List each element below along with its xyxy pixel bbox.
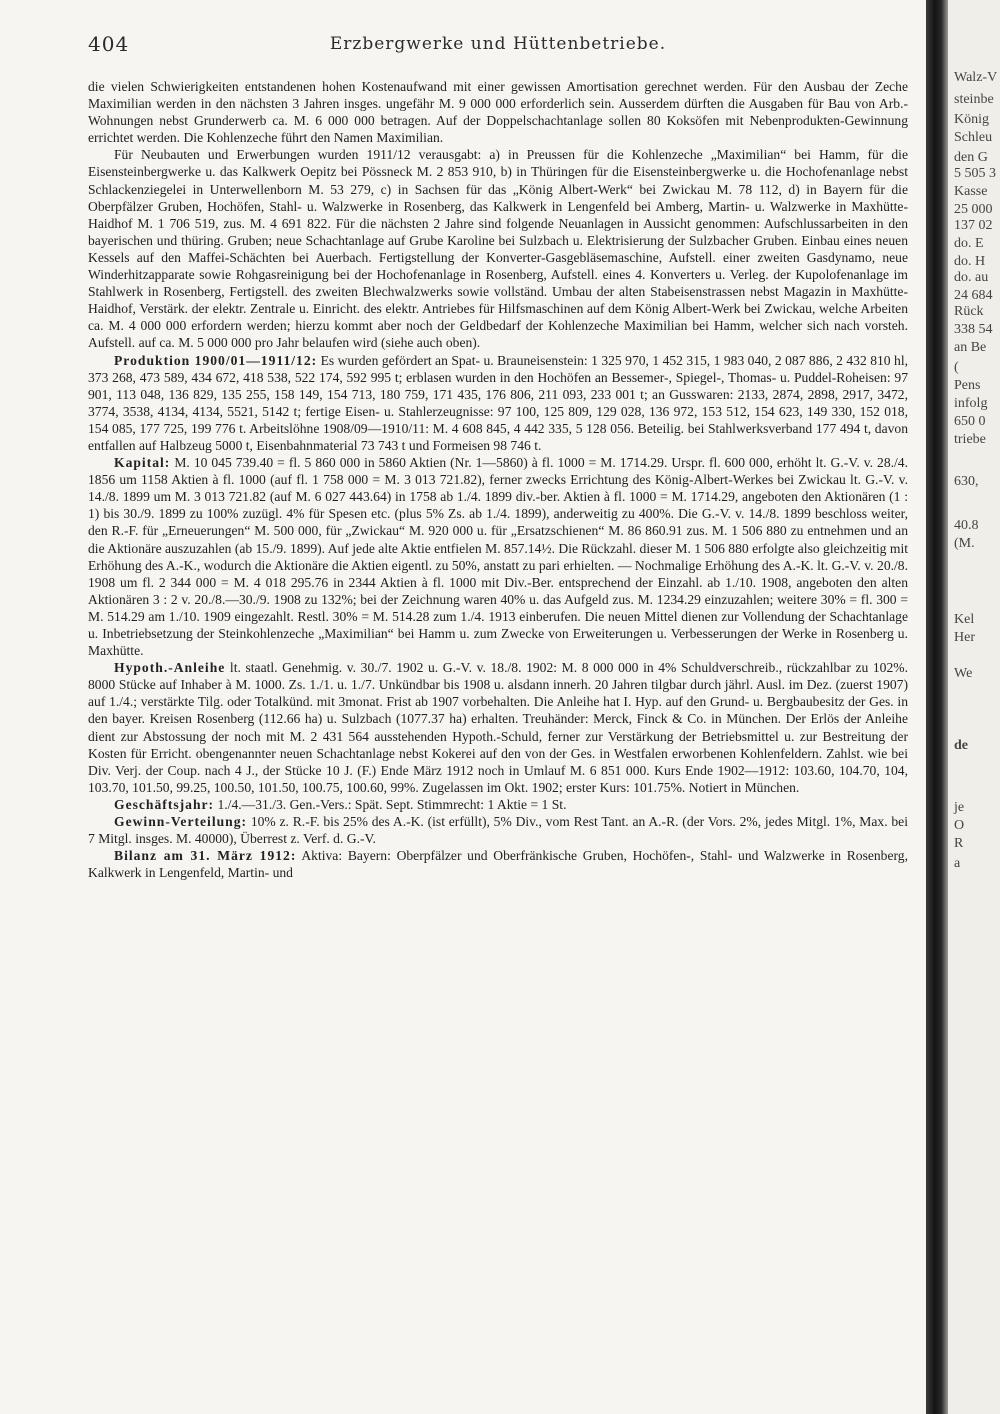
next-page-fragment: den G xyxy=(954,150,988,165)
paragraph-text: M. 10 045 739.40 = fl. 5 860 000 in 5860 Aktien (Nr. 1—5860) à fl. 1000 = M. 1714.29. Urspr. fl. 600 000, erhöht lt. G.-V. v. 28./4. 1856 um 1158 Aktien à fl. 1000 (auf fl. 1 758 000 = M. 3 013 721.82), ferner zwecks Errichtung des König-Albert-Werkes bei Zwickau lt. G.-V. v. 14./8. 1899 um M. 3 013 721.82 (auf M. 6 027 443.64) in 1758 ab 1./4. 1899 div.-ber. Aktien à fl. 1000 = M. 1714.29, angeboten den Aktionären (1 : 1) bis 30./9. 1899 zu 100% zuzügl. 4% für Spesen etc. (plus 5% Zs. ab 1./4. 1899), anderweitig zu 400%. Die G.-V. v. 14./8. 1899 beschloss weiter, den R.-F. für „Erneuerungen“ M. 500 000, für „Zwickau“ M. 920 000 u. für „Ersatzschienen“ M. 86 860.91 zus. M. 1 506 880 zu entnehmen und an die Aktionäre auszuzahlen (ab 15./9. 1899). Auf jede alte Aktie entfielen M. 857.14½. Die Rückzahl. dieser M. 1 506 880 erfolgte also gleichzeitig mit Erhöhung des A.-K., wodurch die Aktionäre die Aktien eigentl. zu 50%, anstatt zu pari erhielten. — Nochmalige Erhöhung des A.-K. lt. G.-V. v. 20./8. 1908 um fl. 2 344 000 = M. 4 018 295.76 in 2344 Aktien à fl. 1000 mit Div.-Ber. entsprechend der Einzahl. ab 1./10. 1908, angeboten den alten Aktionären 3 : 2 v. 20./8.—30./9. 1908 zu 132%; bei der Zeichnung waren 40% u. das Aufgeld zus. M. 1234.29 einzuzahlen; weitere 30% = fl. 300 = M. 514.29 am 1./10. 1909 eingezahlt. Restl. 30% = M. 514.28 zum 1./4. 1913 einberufen. Die neuen Mittel dienen zur Vollendung der Schachtanlage u. Inbetriebsetzung der Steinkohlenzeche „Maximilian“ bei Hamm u. zum Zwecke von Erweiterungen u. Verbesserungen der Werke in Rosenberg u. Maxhütte. xyxy=(88,455,908,659)
paragraph-lead: Bilanz am 31. März 1912: xyxy=(114,848,297,864)
next-page-fragment: R xyxy=(954,836,964,851)
next-page-fragment: 650 0 xyxy=(954,414,986,429)
paragraph xyxy=(88,659,908,796)
paragraph-text: Für Neubauten und Erwerbungen wurden 1911/12 verausgabt: a) in Preussen für die Kohlenzeche „Maximilian“ bei Hamm, für die Eisensteinbergwerke u. das Kalkwerk Oepitz bei Pössneck M. 2 853 910, b) in Thüringen für die Eisensteinbergwerke u. die Hochofenanlage nebst Schlackenziegelei in Unterwellenborn M. 53 279, c) in Sachsen für das „König Albert-Werk“ bei Zwickau M. 78 112, d) in Bayern für die Oberpfälzer Gruben, Hochöfen, Stahl- u. Walzwerke in Rosenberg, das Kalkwerk in Lengenfeld bei Amberg, Martin- u. Walzwerke in Maxhütte-Haidhof M. 1 706 519, zus. M. 4 691 822. Für die nächsten 2 Jahre sind folgende Neuanlagen in Aussicht genommen: Aufschlussarbeiten in den bayerischen und thüring. Gruben; neue Schachtanlage auf Grube Karoline bei Sulzbach u. Elektrisierung der Sulzbacher Gruben. Einbau eines neuen Kessels auf den Maffei-Schächten bei Auerbach. Fertigstellung der Konverter-Gasgebläsemaschine, Aufstell. einer zweiten Gasdynamo, neue Winderhitzapparate sowie Rohgasreinigung bei der Hochofenanlage in Rosenberg, Aufstell. eines 4. Konverters u. Verleg. der Kupolofenanlage im Stahlwerk in Rosenberg, Fertigstell. des zweiten Blechwalzwerks sowie vollständ. Umbau der alten Stabeisenstrassen nebst Magazin in Maxhütte-Haidhof, Verstärk. der elektr. Zentrale u. Einricht. des elektr. Antriebes für Hilfsmaschinen auf dem König Albert-Werk bei Zwickau, welche Arbeiten ca. M. 4 000 000 erfordern werden; hierzu kommt aber noch der Geldbedarf der Kohlenzeche Maximilian bei Hamm, welcher sich nach vorsteh. Aufstell. auf ca. M. 5 000 000 pro Jahr belaufen wird (siehe auch oben). xyxy=(88,147,908,351)
paragraph xyxy=(88,146,908,351)
next-page-fragment: infolg xyxy=(954,396,988,411)
next-page-fragment: 630, xyxy=(954,474,979,489)
paragraph-text: Es wurden gefördert an Spat- u. Brauneisenstein: 1 325 970, 1 452 315, 1 983 040, 2 087 886, 2 432 810 hl, 373 268, 473 589, 434 672, 418 538, 522 174, 592 995 t; erblasen wurden in den Hochöfen an Bessemer-, Spiegel-, Thomas- u. Puddel-Roheisen: 97 901, 113 048, 136 829, 135 255, 158 149, 154 713, 180 759, 171 435, 176 806, 211 093, 233 001 t; an Gusswaren: 2133, 2874, 2898, 2917, 3472, 3774, 3538, 4134, 4134, 5521, 5142 t; fertige Eisen- u. Stahlerzeugnisse: 97 100, 125 809, 129 028, 136 972, 153 512, 154 623, 149 330, 152 018, 154 085, 177 725, 199 776 t. Arbeitslöhne 1908/09—1910/11: M. 4 608 845, 4 442 335, 5 128 056. Beteilig. bei Stahlwerksverband 177 494 t, davon entfallen auf Halbzeug 5000 t, Eisenbahnmaterial 73 743 t und Formeisen 98 746 t. xyxy=(88,352,908,453)
next-page-fragment: We xyxy=(954,666,973,681)
paragraph xyxy=(88,796,908,813)
next-page-fragment: an Be xyxy=(954,340,987,355)
running-title: Erzbergwerke und Hüttenbetriebe. xyxy=(329,34,667,54)
page-number: 404 xyxy=(88,32,130,56)
paragraph-text: 10% z. R.-F. bis 25% des A.-K. (ist erfüllt), 5% Div., vom Rest Tant. an A.-R. (der Vors. 2%, jedes Mitgl. 1%, Max. bei 7 Mitgl. insges. M. 40000), Überrest z. Verf. d. G.-V. xyxy=(88,814,908,847)
next-page-fragment: Pens xyxy=(954,378,981,393)
next-page-fragment: de xyxy=(954,738,968,753)
next-page-fragment: Rück xyxy=(954,304,984,319)
next-page-fragment: triebe xyxy=(954,432,986,447)
next-page-fragment: 137 02 xyxy=(954,218,993,233)
next-page-fragment: a xyxy=(954,856,961,871)
next-page-fragment: König xyxy=(954,112,989,127)
paragraph-lead: Gewinn-Verteilung: xyxy=(114,814,248,830)
next-page-fragment: ( xyxy=(954,360,959,375)
next-page-fragment: 40.8 xyxy=(954,518,979,533)
next-page-fragment: je xyxy=(954,800,965,815)
next-page-fragment: Kasse xyxy=(954,184,988,199)
book-gutter-shadow xyxy=(926,0,948,1414)
page-header xyxy=(88,32,908,56)
next-page-fragment: 5 505 3 xyxy=(954,166,996,181)
next-page-fragment: O xyxy=(954,818,965,833)
paragraph-text: die vielen Schwierigkeiten entstandenen hohen Kostenaufwand mit einer gewissen Amortisation gerechnet werden. Für den Ausbau der Zeche Maximilian werden in den nächsten 3 Jahren insges. ungefähr M. 9 000 000 erforderlich sein. Ausserdem dürften die Ausgaben für Bau von Arb.-Wohnungen nebst Grunderwerb ca. M. 6 000 000 betragen. Auf der Doppelschachtanlage sollen 80 Koksöfen mit Nebenprodukten-Gewinnung errichtet werden. Die Kohlenzeche führt den Namen Maximilian. xyxy=(88,79,908,146)
next-page-fragment: Schleu xyxy=(954,130,993,145)
paragraph-text: Aktiva: Bayern: Oberpfälzer und Oberfränkische Gruben, Hochöfen-, Stahl- und Walzwerke in Rosenberg, Kalkwerk in Lengenfeld, Martin- und xyxy=(88,848,908,881)
paragraph xyxy=(88,454,908,659)
body-text xyxy=(88,78,908,881)
next-page-fragment: do. H xyxy=(954,254,986,269)
paragraph xyxy=(88,78,908,146)
next-page-fragment: do. E xyxy=(954,236,984,251)
next-page-fragment: Her xyxy=(954,630,975,645)
paragraph xyxy=(88,847,908,881)
paragraph-lead: Kapital: xyxy=(114,455,171,471)
paragraph-lead: Geschäftsjahr: xyxy=(114,796,215,812)
paragraph-lead: Produktion 1900/01—1911/12: xyxy=(114,352,318,368)
paragraph xyxy=(88,813,908,847)
paragraph-text: 1./4.—31./3. Gen.-Vers.: Spät. Sept. Stimmrecht: 1 Aktie = 1 St. xyxy=(217,796,567,812)
paragraph-text: lt. staatl. Genehmig. v. 30./7. 1902 u. G.-V. v. 18./8. 1902: M. 8 000 000 in 4% Schuldverschreib., rückzahlbar zu 102%. 8000 Stücke auf Inhaber à M. 1000. Zs. 1./1. u. 1./7. Unkündbar bis 1908 u. alsdann innerh. 20 Jahren tilgbar durch jährl. Ausl. im Dez. (zuerst 1907) auf 1./4.; verstärkte Tilg. oder Totalkünd. mit 3monat. Frist ab 1907 vorbehalten. Die Anleihe hat I. Hyp. auf den Grund- u. Bergbaubesitz der Ges. in den bayer. Kreisen Rosenberg (112.66 ha) u. Sulzbach (1077.37 ha) erhalten. Treuhänder: Merck, Finck & Co. in München. Der Erlös der Anleihe dient zur Abstossung der noch mit M. 2 431 564 ausstehenden Hypoth.-Schuld, ferner zur Verstärkung der Betriebsmittel u. zur Bestreitung der Kosten für Erricht. obengenannter neuen Schachtanlage nebst Kokerei auf den von der Ges. in Westfalen erworbenen Kohlenfeldern. Zahlst. wie bei Div. Verj. der Coup. nach 4 J., der Stücke 10 J. (F.) Ende März 1912 noch in Umlauf M. 6 851 000. Kurs Ende 1902—1912: 103.60, 104.70, 104, 103.70, 101.50, 99.25, 100.50, 101.50, 100.75, 100.60, 99%. Zugelassen im Okt. 1902; erster Kurs: 101.75%. Notiert in München. xyxy=(88,660,908,795)
paragraph-lead: Hypoth.-Anleihe xyxy=(114,660,226,676)
next-page-fragment: Walz-V xyxy=(954,70,998,85)
next-page-fragment: 25 000 xyxy=(954,202,993,217)
next-page-fragment: steinbe xyxy=(954,92,994,107)
next-page-fragment: 338 54 xyxy=(954,322,993,337)
next-page-fragment: (M. xyxy=(954,536,975,551)
next-page-fragment: do. au xyxy=(954,270,989,285)
next-page-margin xyxy=(948,0,1000,1414)
paragraph xyxy=(88,352,908,455)
next-page-fragment: Kel xyxy=(954,612,975,627)
next-page-fragment: 24 684 xyxy=(954,288,993,303)
